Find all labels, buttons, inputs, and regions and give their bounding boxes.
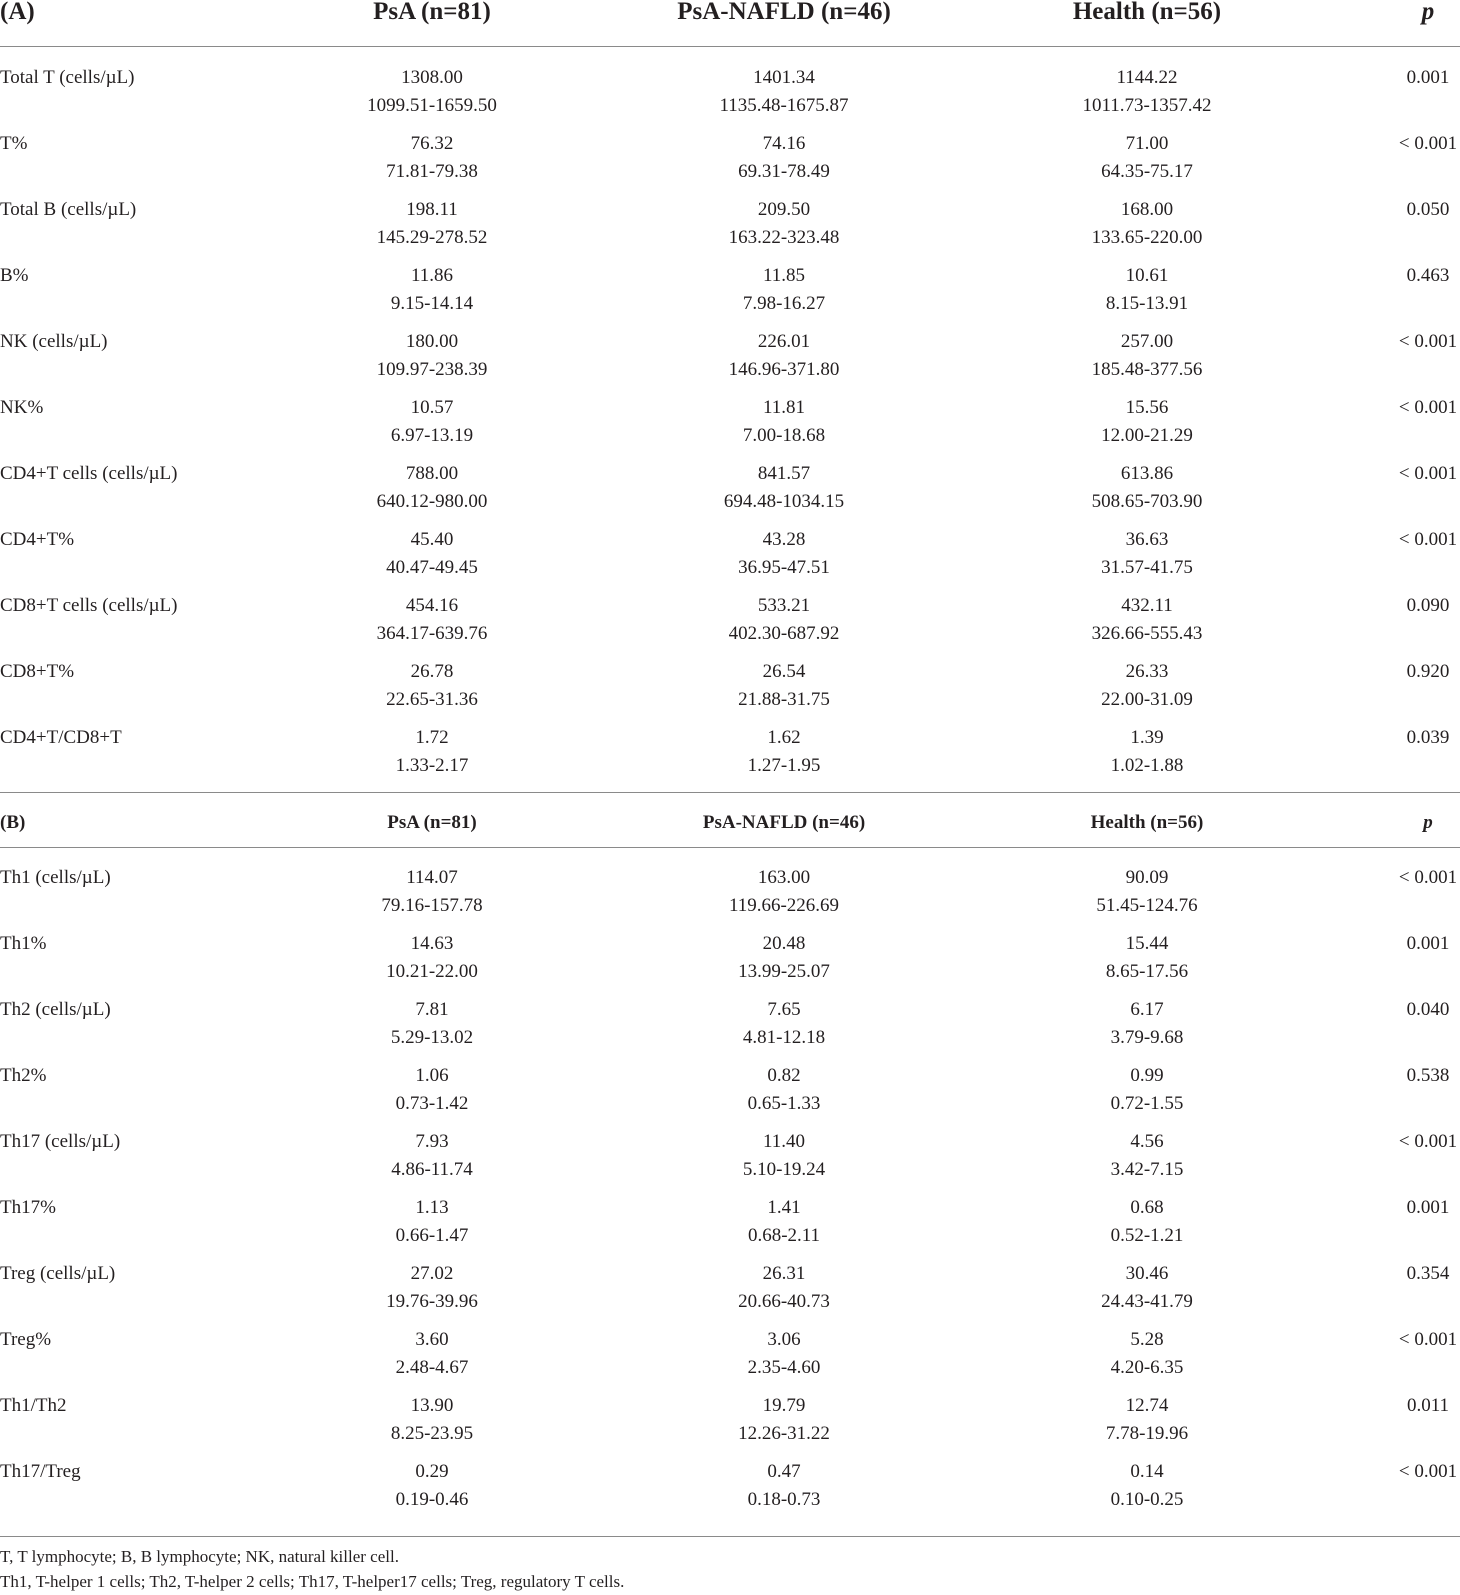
iqr-value: 64.35-75.17 [1101,161,1193,182]
p-value: 0.090 [1406,595,1450,616]
median-value: 114.07 [406,867,458,888]
iqr-value: 1.02-1.88 [1110,755,1184,776]
p-value: < 0.001 [1398,1329,1458,1350]
row-label: Treg% [0,1329,52,1350]
p-value: 0.463 [1406,265,1450,286]
median-value: 454.16 [405,595,459,616]
median-value: 26.78 [410,661,454,682]
p-value: 0.011 [1406,1395,1450,1416]
iqr-value: 19.76-39.96 [386,1291,478,1312]
row-label: NK (cells/µL) [0,331,108,352]
section-label: (A) [0,0,35,25]
iqr-value: 36.95-47.51 [738,557,830,578]
row-label: Th2 (cells/µL) [0,999,111,1020]
median-value: 27.02 [410,1263,454,1284]
median-value: 0.82 [767,1065,801,1086]
median-value: 1.39 [1130,727,1164,748]
median-value: 19.79 [762,1395,806,1416]
row-label: CD4+T cells (cells/µL) [0,463,178,484]
column-header: Health (n=56) [1090,812,1204,833]
median-value: 788.00 [405,463,459,484]
p-value: 0.538 [1406,1065,1450,1086]
iqr-value: 4.81-12.18 [742,1027,826,1048]
iqr-value: 1011.73-1357.42 [1082,95,1212,116]
row-label: NK% [0,397,44,418]
column-header: PsA-NAFLD (n=46) [702,812,866,833]
iqr-value: 22.65-31.36 [386,689,478,710]
column-header: p [1421,0,1435,25]
iqr-value: 2.35-4.60 [747,1357,821,1378]
iqr-value: 5.29-13.02 [390,1027,474,1048]
median-value: 163.00 [757,867,811,888]
median-value: 1308.00 [401,67,463,88]
median-value: 226.01 [757,331,811,352]
iqr-value: 364.17-639.76 [376,623,488,644]
median-value: 10.57 [410,397,454,418]
row-label: Total T (cells/µL) [0,67,135,88]
median-value: 841.57 [757,463,811,484]
iqr-value: 24.43-41.79 [1101,1291,1193,1312]
column-header: p [1423,812,1433,833]
median-value: 36.63 [1125,529,1169,550]
median-value: 0.14 [1130,1461,1164,1482]
row-label: B% [0,265,29,286]
p-value: 0.354 [1406,1263,1450,1284]
median-value: 11.85 [762,265,806,286]
row-label: CD8+T% [0,661,75,682]
median-value: 1401.34 [753,67,815,88]
iqr-value: 402.30-687.92 [728,623,840,644]
median-value: 613.86 [1120,463,1174,484]
median-value: 15.56 [1125,397,1169,418]
median-value: 1.06 [415,1065,449,1086]
median-value: 1.13 [415,1197,449,1218]
row-label: Treg (cells/µL) [0,1263,116,1284]
iqr-value: 21.88-31.75 [738,689,830,710]
median-value: 12.74 [1125,1395,1169,1416]
median-value: 3.06 [767,1329,801,1350]
iqr-value: 2.48-4.67 [395,1357,469,1378]
median-value: 74.16 [762,133,806,154]
iqr-value: 4.86-11.74 [391,1159,473,1180]
iqr-value: 51.45-124.76 [1096,895,1198,916]
p-value: < 0.001 [1398,331,1458,352]
iqr-value: 0.66-1.47 [395,1225,469,1246]
median-value: 432.11 [1121,595,1173,616]
p-value: 0.050 [1406,199,1450,220]
iqr-value: 31.57-41.75 [1101,557,1193,578]
iqr-value: 0.10-0.25 [1110,1489,1184,1510]
iqr-value: 13.99-25.07 [738,961,830,982]
median-value: 533.21 [757,595,811,616]
median-value: 5.28 [1130,1329,1164,1350]
iqr-value: 3.79-9.68 [1110,1027,1184,1048]
median-value: 0.47 [767,1461,801,1482]
iqr-value: 326.66-555.43 [1091,623,1203,644]
iqr-value: 10.21-22.00 [386,961,478,982]
median-value: 0.99 [1130,1065,1164,1086]
p-value: < 0.001 [1398,463,1458,484]
median-value: 43.28 [762,529,806,550]
iqr-value: 694.48-1034.15 [723,491,845,512]
median-value: 198.11 [406,199,458,220]
iqr-value: 146.96-371.80 [728,359,840,380]
row-label: T% [0,133,28,154]
iqr-value: 1099.51-1659.50 [367,95,497,116]
p-value: < 0.001 [1398,1131,1458,1152]
median-value: 7.81 [415,999,449,1020]
median-value: 14.63 [410,933,454,954]
row-label: Th1/Th2 [0,1395,67,1416]
median-value: 13.90 [410,1395,454,1416]
column-header: Health (n=56) [1072,0,1222,25]
row-label: Th1 (cells/µL) [0,867,111,888]
median-value: 26.33 [1125,661,1169,682]
row-label: Th17% [0,1197,56,1218]
median-value: 6.17 [1130,999,1164,1020]
iqr-value: 4.20-6.35 [1110,1357,1184,1378]
iqr-value: 20.66-40.73 [738,1291,830,1312]
iqr-value: 6.97-13.19 [390,425,474,446]
iqr-value: 0.18-0.73 [747,1489,821,1510]
iqr-value: 8.15-13.91 [1105,293,1189,314]
p-value: 0.001 [1406,67,1450,88]
header-rule [0,847,1460,848]
median-value: 168.00 [1120,199,1174,220]
median-value: 7.65 [767,999,801,1020]
row-label: CD8+T cells (cells/µL) [0,595,178,616]
row-label: Th17 (cells/µL) [0,1131,121,1152]
iqr-value: 79.16-157.78 [381,895,483,916]
footnote: Th1, T-helper 1 cells; Th2, T-helper 2 cells; Th17, T-helper17 cells; Treg, regulatory T cells. [0,1572,625,1591]
iqr-value: 12.26-31.22 [738,1423,830,1444]
iqr-value: 119.66-226.69 [728,895,840,916]
iqr-value: 3.42-7.15 [1110,1159,1184,1180]
median-value: 3.60 [415,1329,449,1350]
median-value: 20.48 [762,933,806,954]
iqr-value: 1.27-1.95 [747,755,821,776]
median-value: 1144.22 [1116,67,1178,88]
median-value: 11.40 [762,1131,806,1152]
median-value: 4.56 [1130,1131,1164,1152]
iqr-value: 8.25-23.95 [390,1423,474,1444]
median-value: 11.81 [762,397,806,418]
iqr-value: 133.65-220.00 [1091,227,1203,248]
iqr-value: 0.72-1.55 [1110,1093,1184,1114]
median-value: 76.32 [410,133,454,154]
p-value: < 0.001 [1398,867,1458,888]
row-label: Total B (cells/µL) [0,199,137,220]
iqr-value: 12.00-21.29 [1101,425,1193,446]
median-value: 1.62 [767,727,801,748]
p-value: < 0.001 [1398,133,1458,154]
median-value: 0.29 [415,1461,449,1482]
iqr-value: 71.81-79.38 [386,161,478,182]
iqr-value: 640.12-980.00 [376,491,488,512]
iqr-value: 0.68-2.11 [747,1225,821,1246]
iqr-value: 0.73-1.42 [395,1093,469,1114]
median-value: 1.72 [415,727,449,748]
row-label: CD4+T% [0,529,75,550]
iqr-value: 8.65-17.56 [1105,961,1189,982]
header-rule [0,46,1460,47]
p-value: 0.001 [1406,933,1450,954]
p-value: < 0.001 [1398,397,1458,418]
iqr-value: 109.97-238.39 [376,359,488,380]
column-header: PsA (n=81) [373,0,491,25]
p-value: 0.040 [1406,999,1450,1020]
row-label: Th2% [0,1065,47,1086]
median-value: 7.93 [415,1131,449,1152]
median-value: 90.09 [1125,867,1169,888]
median-value: 209.50 [757,199,811,220]
median-value: 257.00 [1120,331,1174,352]
median-value: 30.46 [1125,1263,1169,1284]
iqr-value: 0.19-0.46 [395,1489,469,1510]
iqr-value: 0.65-1.33 [747,1093,821,1114]
iqr-value: 9.15-14.14 [390,293,474,314]
column-header: PsA-NAFLD (n=46) [677,0,891,25]
median-value: 180.00 [405,331,459,352]
iqr-value: 5.10-19.24 [742,1159,826,1180]
row-label: Th17/Treg [0,1461,81,1482]
section-label: (B) [0,812,26,833]
iqr-value: 163.22-323.48 [728,227,840,248]
iqr-value: 0.52-1.21 [1110,1225,1184,1246]
iqr-value: 7.78-19.96 [1105,1423,1189,1444]
iqr-value: 7.00-18.68 [742,425,826,446]
section-divider [0,792,1460,793]
median-value: 15.44 [1125,933,1169,954]
iqr-value: 185.48-377.56 [1091,359,1203,380]
iqr-value: 7.98-16.27 [742,293,826,314]
median-value: 26.54 [762,661,806,682]
p-value: 0.039 [1406,727,1450,748]
p-value: < 0.001 [1398,529,1458,550]
iqr-value: 145.29-278.52 [376,227,488,248]
median-value: 26.31 [762,1263,806,1284]
footer-rule [0,1536,1460,1537]
row-label: Th1% [0,933,47,954]
p-value: 0.920 [1406,661,1450,682]
iqr-value: 22.00-31.09 [1101,689,1193,710]
iqr-value: 508.65-703.90 [1091,491,1203,512]
median-value: 71.00 [1125,133,1169,154]
iqr-value: 40.47-49.45 [386,557,478,578]
median-value: 10.61 [1125,265,1169,286]
p-value: 0.001 [1406,1197,1450,1218]
p-value: < 0.001 [1398,1461,1458,1482]
iqr-value: 69.31-78.49 [738,161,830,182]
row-label: CD4+T/CD8+T [0,727,122,748]
iqr-value: 1135.48-1675.87 [719,95,849,116]
median-value: 1.41 [767,1197,801,1218]
iqr-value: 1.33-2.17 [395,755,469,776]
column-header: PsA (n=81) [387,812,477,833]
median-value: 11.86 [410,265,454,286]
median-value: 45.40 [410,529,454,550]
footnote: T, T lymphocyte; B, B lymphocyte; NK, natural killer cell. [0,1547,399,1566]
median-value: 0.68 [1130,1197,1164,1218]
